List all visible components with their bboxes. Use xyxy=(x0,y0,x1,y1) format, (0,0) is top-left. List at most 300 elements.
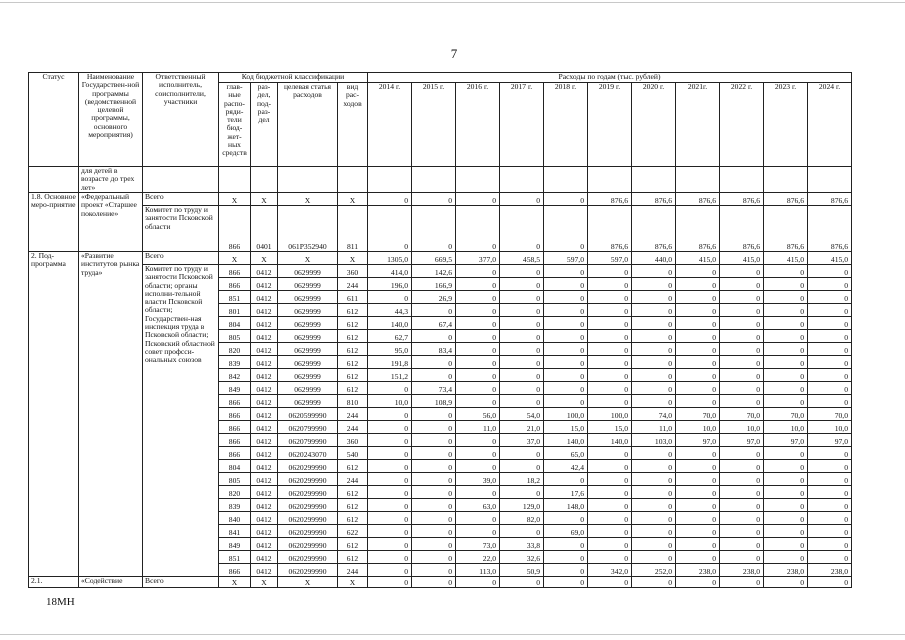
code-vr-cell: 810 xyxy=(338,395,368,408)
value-cell: 876,6 xyxy=(588,206,632,252)
value-cell: 876,6 xyxy=(808,206,852,252)
code-glav-cell: 866 xyxy=(219,434,251,447)
code-vr-cell: 540 xyxy=(338,447,368,460)
value-cell: 0 xyxy=(764,330,808,343)
value-cell: 0 xyxy=(588,369,632,382)
value-cell: 10,0 xyxy=(720,421,764,434)
code-csr-cell: 0620799990 xyxy=(278,434,338,447)
code-vr-cell: 612 xyxy=(338,512,368,525)
value-cell: 0 xyxy=(500,343,544,356)
code-vr-cell: 360 xyxy=(338,265,368,278)
value-cell: 0 xyxy=(720,460,764,473)
value-cell: 0 xyxy=(412,499,456,512)
value-cell: 0 xyxy=(456,265,500,278)
value-cell: 0 xyxy=(544,512,588,525)
value-cell: 0 xyxy=(588,343,632,356)
value-cell: 0 xyxy=(720,278,764,291)
value-cell: 0 xyxy=(412,421,456,434)
value-cell: 129,0 xyxy=(500,499,544,512)
value-cell: 0 xyxy=(412,486,456,499)
value-cell: 0 xyxy=(764,265,808,278)
code-glav-cell: 851 xyxy=(219,551,251,564)
code-csr-cell: 0620299990 xyxy=(278,460,338,473)
code-vr-cell: 612 xyxy=(338,304,368,317)
code-csr-cell: 0629999 xyxy=(278,395,338,408)
code-razdel-cell: 0412 xyxy=(251,408,278,421)
code-razdel-cell: 0401 xyxy=(251,206,278,252)
value-cell: 17,6 xyxy=(544,486,588,499)
value-cell: 69,0 xyxy=(544,525,588,538)
responsible-cell: Комитет по труду и занятости Псковской области; органы исполни-тельной власти Псковской области; Государствен-ная инспекция труда в Псковской области; Псковский областной совет профсси-ональных союзов xyxy=(143,265,219,577)
value-cell: 669,5 xyxy=(412,252,456,265)
continuation-row xyxy=(29,167,852,193)
status-cell: 1.8. Основное меро-приятие xyxy=(29,193,79,252)
code-csr-cell: 0620299990 xyxy=(278,538,338,551)
responsible-cell: Комитет по труду и занятости Псковской области xyxy=(143,206,219,252)
value-cell: 148,0 xyxy=(544,499,588,512)
value-cell: 0 xyxy=(412,330,456,343)
value-cell: 0 xyxy=(632,460,676,473)
value-cell: 0 xyxy=(720,486,764,499)
code-csr-cell: 0620299990 xyxy=(278,499,338,512)
value-cell: 0 xyxy=(412,460,456,473)
value-cell: 0 xyxy=(588,499,632,512)
value-cell: 0 xyxy=(808,330,852,343)
value-cell: 0 xyxy=(500,369,544,382)
code-csr-cell: 0620299990 xyxy=(278,473,338,486)
value-cell: 103,0 xyxy=(632,434,676,447)
code-vr-cell: 360 xyxy=(338,434,368,447)
code-vr-cell: 622 xyxy=(338,525,368,538)
value-cell: 191,8 xyxy=(368,356,412,369)
code-razdel-cell: 0412 xyxy=(251,356,278,369)
value-cell: 0 xyxy=(412,447,456,460)
page-number: 7 xyxy=(450,46,458,61)
code-glav-cell: X xyxy=(219,577,251,588)
value-cell: 1305,0 xyxy=(368,252,412,265)
value-cell: 458,5 xyxy=(500,252,544,265)
value-cell: 0 xyxy=(632,395,676,408)
status-cell: 2. Под-программа xyxy=(29,252,79,577)
value-cell: 0 xyxy=(588,317,632,330)
code-vr-cell: 611 xyxy=(338,291,368,304)
code-csr-cell: X xyxy=(278,577,338,588)
value-cell: 377,0 xyxy=(456,252,500,265)
value-cell: 0 xyxy=(544,330,588,343)
header-years-group: Расходы по годам (тыс. рублей) xyxy=(368,73,852,83)
code-razdel-cell: X xyxy=(251,193,278,206)
header-year: 2015 г. xyxy=(412,83,456,167)
value-cell: 70,0 xyxy=(720,408,764,421)
code-razdel-cell: 0412 xyxy=(251,525,278,538)
code-glav-cell: 841 xyxy=(219,525,251,538)
header-code-csr: целевая статья расходов xyxy=(278,83,338,167)
code-razdel-cell: 0412 xyxy=(251,395,278,408)
value-cell: 0 xyxy=(632,382,676,395)
value-cell: 0 xyxy=(500,317,544,330)
code-vr-cell: 612 xyxy=(338,460,368,473)
value-cell: 21,0 xyxy=(500,421,544,434)
value-cell: 0 xyxy=(412,206,456,252)
value-cell: 0 xyxy=(764,486,808,499)
value-cell: 0 xyxy=(632,356,676,369)
code-glav-cell: 805 xyxy=(219,330,251,343)
responsible-cell: Всего xyxy=(143,577,219,588)
value-cell: 0 xyxy=(456,577,500,588)
value-cell: 196,0 xyxy=(368,278,412,291)
value-cell: 0 xyxy=(676,356,720,369)
value-cell: 0 xyxy=(808,317,852,330)
code-glav-cell: 866 xyxy=(219,447,251,460)
value-cell: 0 xyxy=(368,564,412,577)
value-cell: 0 xyxy=(632,577,676,588)
value-cell: 0 xyxy=(764,512,808,525)
value-cell: 876,6 xyxy=(588,193,632,206)
value-cell: 0 xyxy=(808,382,852,395)
value-cell: 0 xyxy=(456,512,500,525)
value-cell: 415,0 xyxy=(676,252,720,265)
value-cell: 0 xyxy=(588,382,632,395)
value-cell: 0 xyxy=(412,356,456,369)
name-cell: «Развитие институтов рынка труда» xyxy=(79,252,143,577)
code-vr-cell: 612 xyxy=(338,343,368,356)
value-cell: 0 xyxy=(676,538,720,551)
value-cell: 0 xyxy=(368,421,412,434)
value-cell: 0 xyxy=(764,343,808,356)
value-cell: 597,0 xyxy=(588,252,632,265)
value-cell: 0 xyxy=(500,265,544,278)
value-cell: 0 xyxy=(632,512,676,525)
value-cell: 0 xyxy=(456,460,500,473)
value-cell: 0 xyxy=(500,304,544,317)
code-glav-cell: X xyxy=(219,193,251,206)
value-cell: 0 xyxy=(412,408,456,421)
value-cell: 0 xyxy=(632,499,676,512)
value-cell: 0 xyxy=(544,538,588,551)
value-cell: 0 xyxy=(676,512,720,525)
table-row xyxy=(29,577,852,588)
value-cell: 597,0 xyxy=(544,252,588,265)
value-cell: 142,6 xyxy=(412,265,456,278)
responsible-cell: Всего xyxy=(143,193,219,206)
value-cell: 10,0 xyxy=(764,421,808,434)
value-cell: 0 xyxy=(676,317,720,330)
code-glav-cell: 842 xyxy=(219,369,251,382)
value-cell: 0 xyxy=(632,473,676,486)
value-cell: 0 xyxy=(676,525,720,538)
value-cell: 0 xyxy=(500,447,544,460)
code-csr-cell: 0620299990 xyxy=(278,564,338,577)
code-vr-cell: 244 xyxy=(338,473,368,486)
value-cell: 0 xyxy=(412,551,456,564)
value-cell: 73,0 xyxy=(456,538,500,551)
value-cell: 0 xyxy=(544,382,588,395)
header-code-vr: вид рас-ходов xyxy=(338,83,368,167)
value-cell: 0 xyxy=(720,265,764,278)
code-csr-cell: 0629999 xyxy=(278,330,338,343)
scan-top-edge xyxy=(0,2,905,3)
value-cell: 0 xyxy=(632,278,676,291)
code-razdel-cell: 0412 xyxy=(251,369,278,382)
value-cell: 252,0 xyxy=(632,564,676,577)
value-cell: 74,0 xyxy=(632,408,676,421)
code-vr-cell: 244 xyxy=(338,408,368,421)
value-cell: 0 xyxy=(676,304,720,317)
code-glav-cell: 839 xyxy=(219,499,251,512)
header-responsible: Ответственный исполнитель, соисполнители, участники xyxy=(143,73,219,167)
code-csr-cell: 0629999 xyxy=(278,291,338,304)
value-cell: 0 xyxy=(676,265,720,278)
value-cell: 0 xyxy=(676,382,720,395)
value-cell: 0 xyxy=(764,460,808,473)
code-razdel-cell: X xyxy=(251,577,278,588)
value-cell: 876,6 xyxy=(676,193,720,206)
value-cell: 0 xyxy=(632,486,676,499)
value-cell: 0 xyxy=(412,577,456,588)
value-cell: 0 xyxy=(720,317,764,330)
value-cell: 876,6 xyxy=(808,193,852,206)
code-vr-cell: 811 xyxy=(338,206,368,252)
header-year: 2021г. xyxy=(676,83,720,167)
value-cell: 0 xyxy=(720,395,764,408)
value-cell: 0 xyxy=(456,193,500,206)
value-cell: 238,0 xyxy=(676,564,720,577)
value-cell: 0 xyxy=(764,538,808,551)
value-cell: 100,0 xyxy=(588,408,632,421)
value-cell: 0 xyxy=(500,525,544,538)
value-cell: 0 xyxy=(456,206,500,252)
code-csr-cell: 0629999 xyxy=(278,317,338,330)
code-csr-cell: 0629999 xyxy=(278,343,338,356)
value-cell: 11,0 xyxy=(632,421,676,434)
value-cell: 0 xyxy=(368,512,412,525)
value-cell: 342,0 xyxy=(588,564,632,577)
value-cell: 0 xyxy=(456,369,500,382)
value-cell: 0 xyxy=(544,304,588,317)
value-cell: 0 xyxy=(456,291,500,304)
code-razdel-cell: 0412 xyxy=(251,564,278,577)
value-cell: 0 xyxy=(676,473,720,486)
value-cell: 140,0 xyxy=(544,434,588,447)
value-cell: 0 xyxy=(456,343,500,356)
code-glav-cell: 804 xyxy=(219,317,251,330)
value-cell: 0 xyxy=(808,395,852,408)
code-vr-cell: 612 xyxy=(338,382,368,395)
value-cell: 70,0 xyxy=(808,408,852,421)
value-cell: 0 xyxy=(544,564,588,577)
header-year: 2018 г. xyxy=(544,83,588,167)
value-cell: 0 xyxy=(676,343,720,356)
value-cell: 0 xyxy=(632,330,676,343)
value-cell: 22,0 xyxy=(456,551,500,564)
value-cell: 0 xyxy=(764,317,808,330)
code-glav-cell: 866 xyxy=(219,206,251,252)
value-cell: 0 xyxy=(588,395,632,408)
value-cell: 97,0 xyxy=(764,434,808,447)
table-row xyxy=(29,265,852,278)
value-cell: 0 xyxy=(808,538,852,551)
value-cell: 166,9 xyxy=(412,278,456,291)
value-cell: 0 xyxy=(544,265,588,278)
value-cell: 0 xyxy=(544,193,588,206)
value-cell: 108,9 xyxy=(412,395,456,408)
code-razdel-cell: 0412 xyxy=(251,317,278,330)
value-cell: 0 xyxy=(764,577,808,588)
value-cell: 95,0 xyxy=(368,343,412,356)
value-cell: 0 xyxy=(632,291,676,304)
value-cell: 33,8 xyxy=(500,538,544,551)
value-cell: 440,0 xyxy=(632,252,676,265)
value-cell: 97,0 xyxy=(808,434,852,447)
value-cell: 50,9 xyxy=(500,564,544,577)
value-cell: 0 xyxy=(368,486,412,499)
value-cell: 415,0 xyxy=(764,252,808,265)
value-cell: 0 xyxy=(720,343,764,356)
header-status: Статус xyxy=(29,73,79,167)
value-cell: 0 xyxy=(720,577,764,588)
value-cell: 0 xyxy=(720,291,764,304)
code-csr-cell: 0629999 xyxy=(278,304,338,317)
value-cell: 0 xyxy=(368,206,412,252)
value-cell: 0 xyxy=(764,473,808,486)
value-cell: 0 xyxy=(456,434,500,447)
code-glav-cell: X xyxy=(219,252,251,265)
code-glav-cell: 849 xyxy=(219,382,251,395)
value-cell: 876,6 xyxy=(720,206,764,252)
value-cell: 0 xyxy=(676,278,720,291)
code-razdel-cell: 0412 xyxy=(251,330,278,343)
value-cell: 83,4 xyxy=(412,343,456,356)
budget-table xyxy=(28,72,852,588)
status-cell: 2.1. xyxy=(29,577,79,588)
code-vr-cell: X xyxy=(338,193,368,206)
value-cell: 0 xyxy=(632,369,676,382)
value-cell: 0 xyxy=(764,369,808,382)
code-glav-cell: 866 xyxy=(219,395,251,408)
header-year: 2014 г. xyxy=(368,83,412,167)
code-vr-cell: X xyxy=(338,577,368,588)
value-cell: 0 xyxy=(456,447,500,460)
value-cell: 0 xyxy=(412,525,456,538)
header-year: 2022 г. xyxy=(720,83,764,167)
value-cell: 0 xyxy=(544,395,588,408)
value-cell: 62,7 xyxy=(368,330,412,343)
code-razdel-cell: 0412 xyxy=(251,434,278,447)
value-cell: 0 xyxy=(500,330,544,343)
value-cell: 0 xyxy=(808,525,852,538)
code-vr-cell: X xyxy=(338,252,368,265)
value-cell: 32,6 xyxy=(500,551,544,564)
value-cell: 0 xyxy=(764,356,808,369)
code-vr-cell: 612 xyxy=(338,369,368,382)
value-cell: 0 xyxy=(500,460,544,473)
value-cell: 0 xyxy=(456,317,500,330)
value-cell: 0 xyxy=(764,395,808,408)
value-cell: 238,0 xyxy=(720,564,764,577)
value-cell: 15,0 xyxy=(588,421,632,434)
value-cell: 0 xyxy=(588,265,632,278)
value-cell: 0 xyxy=(632,525,676,538)
code-razdel-cell: 0412 xyxy=(251,304,278,317)
code-csr-cell: 0620243070 xyxy=(278,447,338,460)
code-csr-cell: 0629999 xyxy=(278,369,338,382)
code-csr-cell: 0620299990 xyxy=(278,551,338,564)
value-cell: 113,0 xyxy=(456,564,500,577)
code-glav-cell: 849 xyxy=(219,538,251,551)
value-cell: 63,0 xyxy=(456,499,500,512)
value-cell: 0 xyxy=(632,447,676,460)
code-razdel-cell: 0412 xyxy=(251,473,278,486)
value-cell: 56,0 xyxy=(456,408,500,421)
value-cell: 0 xyxy=(456,395,500,408)
value-cell: 0 xyxy=(720,551,764,564)
value-cell: 0 xyxy=(720,512,764,525)
value-cell: 0 xyxy=(808,577,852,588)
name-cell: «Содействие xyxy=(79,577,143,588)
value-cell: 0 xyxy=(544,551,588,564)
value-cell: 0 xyxy=(368,434,412,447)
value-cell: 37,0 xyxy=(500,434,544,447)
value-cell: 0 xyxy=(676,447,720,460)
value-cell: 0 xyxy=(500,278,544,291)
value-cell: 67,4 xyxy=(412,317,456,330)
header-budget-code-group: Код бюджетной классификации xyxy=(219,73,368,83)
value-cell: 415,0 xyxy=(808,252,852,265)
value-cell: 82,0 xyxy=(500,512,544,525)
value-cell: 73,4 xyxy=(412,382,456,395)
code-csr-cell: 0629999 xyxy=(278,278,338,291)
value-cell: 42,4 xyxy=(544,460,588,473)
value-cell: 97,0 xyxy=(720,434,764,447)
code-vr-cell: 244 xyxy=(338,278,368,291)
code-vr-cell: 612 xyxy=(338,317,368,330)
value-cell: 414,0 xyxy=(368,265,412,278)
responsible-cell: Всего xyxy=(143,252,219,265)
value-cell: 0 xyxy=(588,330,632,343)
value-cell: 70,0 xyxy=(676,408,720,421)
value-cell: 0 xyxy=(500,356,544,369)
value-cell: 0 xyxy=(764,382,808,395)
code-csr-cell: 061Р352940 xyxy=(278,206,338,252)
header-year: 2016 г. xyxy=(456,83,500,167)
value-cell: 0 xyxy=(808,369,852,382)
continuation-text: для детей в возрасте до трех лет» xyxy=(79,167,143,193)
value-cell: 0 xyxy=(544,473,588,486)
code-razdel-cell: 0412 xyxy=(251,460,278,473)
value-cell: 0 xyxy=(632,551,676,564)
value-cell: 151,2 xyxy=(368,369,412,382)
table-row xyxy=(29,206,852,252)
value-cell: 0 xyxy=(500,291,544,304)
value-cell: 0 xyxy=(368,408,412,421)
value-cell: 0 xyxy=(764,525,808,538)
value-cell: 0 xyxy=(588,278,632,291)
code-glav-cell: 801 xyxy=(219,304,251,317)
footer-code: 18МН xyxy=(46,596,75,608)
value-cell: 0 xyxy=(368,291,412,304)
header-program-name: Наименование Государствен-ной программы (ведомственной целевой программы, основного мероприятия) xyxy=(79,73,143,167)
value-cell: 876,6 xyxy=(764,206,808,252)
value-cell: 876,6 xyxy=(720,193,764,206)
value-cell: 0 xyxy=(720,382,764,395)
code-vr-cell: 244 xyxy=(338,564,368,577)
value-cell: 0 xyxy=(412,304,456,317)
value-cell: 0 xyxy=(720,330,764,343)
value-cell: 0 xyxy=(456,304,500,317)
value-cell: 0 xyxy=(588,473,632,486)
value-cell: 0 xyxy=(456,330,500,343)
value-cell: 97,0 xyxy=(676,434,720,447)
